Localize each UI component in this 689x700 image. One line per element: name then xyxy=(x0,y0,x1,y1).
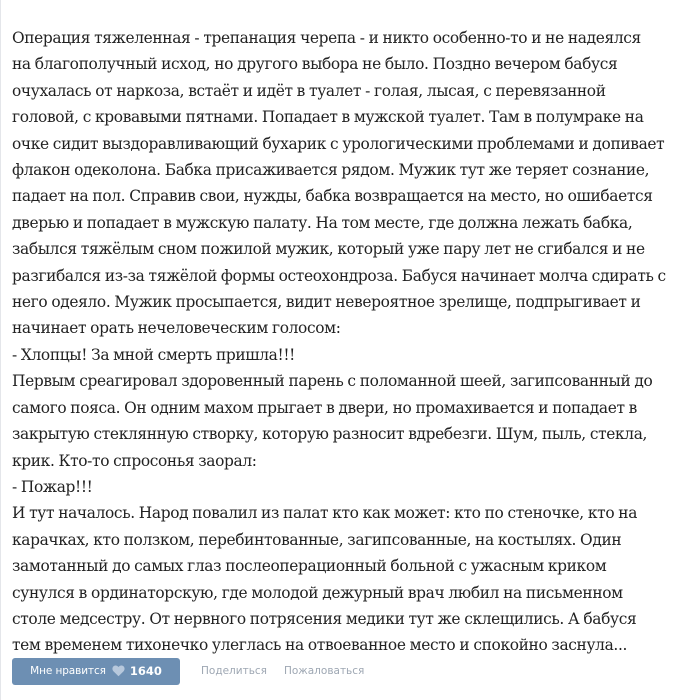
post-text-line: дверью и попадает в мужскую палату. На том месте, где должна лежать бабка, xyxy=(12,213,633,232)
post-text-line: карачках, кто ползком, перебинтованные, загипсованные, на костылях. Один xyxy=(12,530,622,549)
heart-icon xyxy=(112,665,125,677)
like-label: Мне нравится xyxy=(30,665,106,677)
post-text-line: очке сидит выздоравливающий бухарик с урологическими проблемами и допивает xyxy=(12,134,665,153)
post-text-line: него одеяло. Мужик просыпается, видит невероятное зрелище, подпрыгивает и xyxy=(12,293,641,312)
post-text-line: Операция тяжеленная - трепанация черепа - и никто особенно-то и не надеялся xyxy=(12,29,641,47)
post-text-line: - Хлопцы! За мной смерть пришла!!! xyxy=(12,345,295,364)
post-text-line: замотанный до самых глаз послеоперационный больной с ужасным криком xyxy=(12,557,607,576)
post-text-line: сунулся в ординаторскую, где молодой дежурный врач любил на письменном xyxy=(12,583,623,602)
post-text-line: столе медсестру. От нервного потрясения медики тут же склещились. А бабуся xyxy=(12,609,637,628)
post-text-line: И тут началось. Народ повалил из палат кто как может: кто по стеночке, кто на xyxy=(12,504,638,523)
like-count: 1640 xyxy=(129,664,162,678)
post-text-line: падает на пол. Справив свои, нужды, бабка возвращается на место, но ошибается xyxy=(12,187,653,206)
post-text-line: головой, с кровавыми пятнами. Попадает в мужской туалет. Там в полумраке на xyxy=(12,108,644,127)
post-text-line: на благополучный исход, но другого выбора не было. Поздно вечером бабуся xyxy=(12,55,618,74)
share-link[interactable]: Поделиться xyxy=(201,665,267,677)
post-text-line: - Пожар!!! xyxy=(12,477,93,496)
post-text-line: закрытую стеклянную створку, которую разносит вдребезги. Шум, пыль, стекла, xyxy=(12,425,648,444)
like-button[interactable] xyxy=(12,658,180,685)
report-link[interactable]: Пожаловаться xyxy=(283,665,365,677)
post-actions xyxy=(12,657,364,685)
post-text-line: забылся тяжёлым сном пожилой мужик, который уже пару лет не сгибался и не xyxy=(12,240,645,259)
post-text-line: флакон одеколона. Бабка присаживается рядом. Мужик тут же теряет сознание, xyxy=(12,161,650,180)
post-text xyxy=(12,25,684,659)
post-text-line: крик. Кто-то спросонья заорал: xyxy=(12,451,257,470)
post-text-line: тем временем тихонечко улеглась на отвоеванное место и спокойно заснула... xyxy=(12,636,628,655)
post-text-line: разгибался из-за тяжёлой формы остеохондроза. Бабуся начинает молча сдирать с xyxy=(12,266,666,285)
post-text-line: самого пояса. Он одним махом прыгает в двери, но промахивается и попадает в xyxy=(12,398,637,417)
post-text-line: начинает орать нечеловеческим голосом: xyxy=(12,319,341,338)
post-text-line: Первым среагировал здоровенный парень с поломанной шеей, загипсованный до xyxy=(12,372,653,391)
post-text-line: очухалась от наркоза, встаёт и идёт в туалет - голая, лысая, с перевязанной xyxy=(12,81,606,100)
